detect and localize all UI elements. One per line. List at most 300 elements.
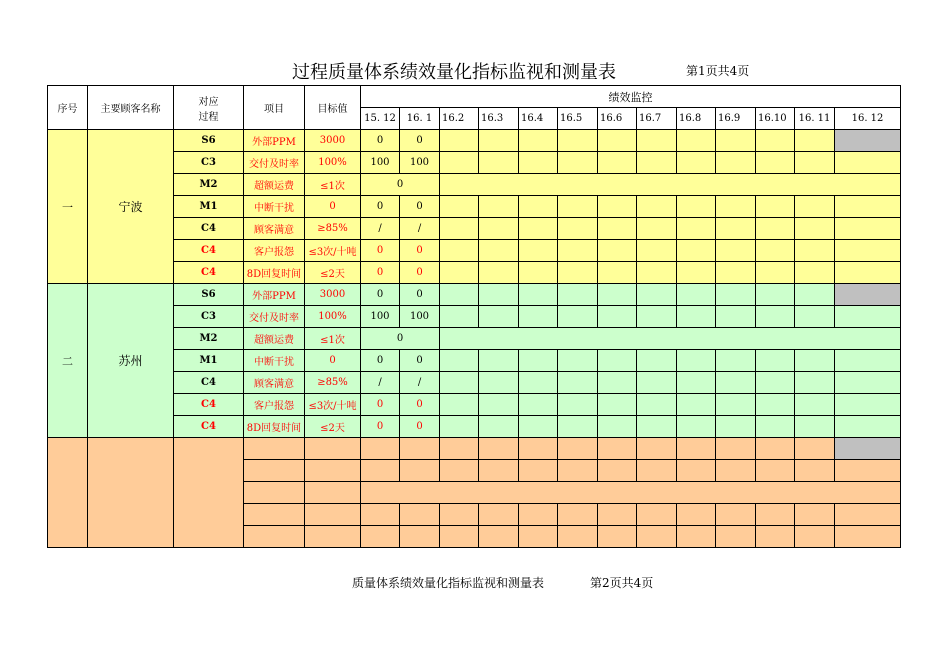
footer-page: 第2页共4页 bbox=[590, 576, 654, 590]
month-value bbox=[795, 130, 835, 152]
process-code: S6 bbox=[174, 130, 244, 152]
month-value bbox=[756, 218, 795, 240]
month-value bbox=[756, 262, 795, 284]
month-value bbox=[637, 218, 677, 240]
empty-cell bbox=[440, 526, 479, 548]
month-value bbox=[795, 416, 835, 438]
month-value bbox=[795, 218, 835, 240]
month-value bbox=[756, 306, 795, 328]
target-value: ≤2天 bbox=[305, 416, 361, 438]
month-value bbox=[479, 284, 519, 306]
month-value bbox=[835, 284, 901, 306]
header-monitor: 绩效监控 bbox=[361, 86, 901, 108]
empty-cell bbox=[795, 504, 835, 526]
month-value bbox=[637, 350, 677, 372]
month-value bbox=[558, 372, 598, 394]
month-value bbox=[637, 240, 677, 262]
month-value: 0 bbox=[361, 284, 400, 306]
month-value: 0 bbox=[400, 130, 440, 152]
month-value bbox=[598, 196, 637, 218]
empty-cell bbox=[558, 460, 598, 482]
month-value: / bbox=[361, 218, 400, 240]
header-process-line1: 对应 bbox=[198, 96, 219, 108]
month-value bbox=[440, 328, 901, 350]
target-value: ≤3次/十吨 bbox=[305, 394, 361, 416]
target-value: 0 bbox=[305, 196, 361, 218]
target-value: 100% bbox=[305, 306, 361, 328]
month-header: 16.8 bbox=[677, 108, 716, 130]
month-value bbox=[637, 284, 677, 306]
month-value bbox=[558, 262, 598, 284]
month-value: 0 bbox=[361, 262, 400, 284]
month-value: 0 bbox=[361, 394, 400, 416]
month-value bbox=[598, 130, 637, 152]
empty-cell bbox=[305, 460, 361, 482]
table-row bbox=[48, 394, 901, 416]
empty-cell bbox=[795, 438, 835, 460]
empty-cell bbox=[305, 526, 361, 548]
month-value bbox=[716, 152, 756, 174]
empty-cell bbox=[598, 526, 637, 548]
month-value bbox=[835, 416, 901, 438]
month-value: / bbox=[400, 218, 440, 240]
target-value: ≥85% bbox=[305, 218, 361, 240]
month-header: 16. 1 bbox=[400, 108, 440, 130]
month-value bbox=[756, 284, 795, 306]
empty-cell bbox=[305, 504, 361, 526]
process-code: C4 bbox=[174, 394, 244, 416]
month-value bbox=[677, 218, 716, 240]
month-value bbox=[835, 372, 901, 394]
month-value: 0 bbox=[400, 284, 440, 306]
empty-cell bbox=[756, 504, 795, 526]
item-name: 外部PPM bbox=[244, 284, 305, 306]
empty-cell bbox=[244, 482, 305, 504]
item-name: 交付及时率 bbox=[244, 306, 305, 328]
empty-cell bbox=[244, 504, 305, 526]
month-header: 16.7 bbox=[637, 108, 677, 130]
empty-cell bbox=[598, 460, 637, 482]
month-value bbox=[558, 284, 598, 306]
group-seq: 二 bbox=[48, 284, 88, 438]
empty-cell bbox=[479, 438, 519, 460]
empty-cell bbox=[598, 504, 637, 526]
month-value bbox=[716, 240, 756, 262]
month-value: 0 bbox=[361, 416, 400, 438]
month-value bbox=[519, 152, 558, 174]
month-header: 16.9 bbox=[716, 108, 756, 130]
month-value bbox=[756, 130, 795, 152]
month-value: 100 bbox=[400, 306, 440, 328]
month-header: 16.3 bbox=[479, 108, 519, 130]
month-value bbox=[558, 306, 598, 328]
month-value bbox=[795, 262, 835, 284]
month-value bbox=[716, 218, 756, 240]
month-value bbox=[677, 416, 716, 438]
month-value bbox=[440, 284, 479, 306]
month-value bbox=[440, 196, 479, 218]
empty-cell bbox=[479, 526, 519, 548]
table-row bbox=[48, 152, 901, 174]
empty-cell bbox=[519, 526, 558, 548]
table-row bbox=[48, 284, 901, 306]
empty-cell bbox=[440, 438, 479, 460]
month-value bbox=[677, 306, 716, 328]
month-value bbox=[835, 196, 901, 218]
item-name: 超额运费 bbox=[244, 174, 305, 196]
empty-cell bbox=[244, 438, 305, 460]
target-value: 3000 bbox=[305, 130, 361, 152]
month-value bbox=[716, 284, 756, 306]
empty-cell bbox=[400, 438, 440, 460]
item-name: 8D回复时间 bbox=[244, 262, 305, 284]
month-value bbox=[519, 416, 558, 438]
header-process bbox=[174, 86, 244, 130]
process-code: M2 bbox=[174, 174, 244, 196]
empty-cell bbox=[244, 526, 305, 548]
empty-cell bbox=[716, 504, 756, 526]
month-value: 0 bbox=[361, 196, 400, 218]
month-value bbox=[677, 262, 716, 284]
empty-cell bbox=[637, 504, 677, 526]
month-value bbox=[835, 218, 901, 240]
empty-cell bbox=[361, 526, 400, 548]
month-value: 100 bbox=[361, 306, 400, 328]
table-row bbox=[48, 240, 901, 262]
month-value bbox=[440, 240, 479, 262]
empty-cell bbox=[519, 438, 558, 460]
table-row bbox=[48, 328, 901, 350]
item-name: 顾客满意 bbox=[244, 218, 305, 240]
month-value bbox=[479, 218, 519, 240]
month-value bbox=[558, 130, 598, 152]
month-value bbox=[677, 240, 716, 262]
month-header: 16.2 bbox=[440, 108, 479, 130]
month-value bbox=[756, 372, 795, 394]
month-value: 0 bbox=[400, 240, 440, 262]
empty-cell bbox=[716, 438, 756, 460]
month-value bbox=[835, 306, 901, 328]
empty-cell bbox=[558, 438, 598, 460]
header-seq: 序号 bbox=[48, 86, 88, 130]
header-customer: 主要顾客名称 bbox=[88, 86, 174, 130]
month-value bbox=[716, 130, 756, 152]
month-value: 0 bbox=[361, 350, 400, 372]
item-name: 外部PPM bbox=[244, 130, 305, 152]
empty-cell bbox=[244, 460, 305, 482]
process-code: C3 bbox=[174, 306, 244, 328]
item-name: 交付及时率 bbox=[244, 152, 305, 174]
month-value bbox=[479, 394, 519, 416]
empty-cell bbox=[835, 438, 901, 460]
empty-cell bbox=[305, 438, 361, 460]
month-value bbox=[716, 196, 756, 218]
empty-cell bbox=[479, 504, 519, 526]
month-value bbox=[558, 218, 598, 240]
month-value bbox=[440, 372, 479, 394]
month-value bbox=[479, 416, 519, 438]
month-value: 0 bbox=[361, 130, 400, 152]
empty-cell bbox=[400, 504, 440, 526]
month-value bbox=[795, 152, 835, 174]
month-value bbox=[598, 284, 637, 306]
month-value bbox=[558, 394, 598, 416]
month-value bbox=[795, 306, 835, 328]
empty-cell bbox=[677, 504, 716, 526]
month-header: 16.6 bbox=[598, 108, 637, 130]
empty-cell bbox=[440, 460, 479, 482]
month-header: 15. 12 bbox=[361, 108, 400, 130]
empty-cell bbox=[174, 438, 244, 548]
month-header: 16.10 bbox=[756, 108, 795, 130]
month-value bbox=[756, 394, 795, 416]
table-row bbox=[48, 306, 901, 328]
month-value: 0 bbox=[361, 240, 400, 262]
target-value: ≤3次/十吨 bbox=[305, 240, 361, 262]
item-name: 顾客满意 bbox=[244, 372, 305, 394]
month-value bbox=[479, 306, 519, 328]
month-value bbox=[677, 130, 716, 152]
merged-value: 0 bbox=[361, 328, 440, 350]
month-value bbox=[756, 152, 795, 174]
month-value bbox=[835, 130, 901, 152]
month-value bbox=[440, 130, 479, 152]
item-name: 超额运费 bbox=[244, 328, 305, 350]
month-value bbox=[519, 394, 558, 416]
header-item: 项目 bbox=[244, 86, 305, 130]
month-value bbox=[835, 240, 901, 262]
month-value bbox=[637, 152, 677, 174]
month-value bbox=[598, 152, 637, 174]
month-value bbox=[558, 152, 598, 174]
target-value: ≥85% bbox=[305, 372, 361, 394]
target-value: ≤1次 bbox=[305, 174, 361, 196]
month-value bbox=[440, 262, 479, 284]
month-value bbox=[677, 394, 716, 416]
table-row bbox=[48, 196, 901, 218]
month-value bbox=[716, 262, 756, 284]
month-header: 16.5 bbox=[558, 108, 598, 130]
month-value bbox=[677, 152, 716, 174]
month-value: 0 bbox=[400, 196, 440, 218]
empty-cell bbox=[835, 504, 901, 526]
month-value bbox=[598, 240, 637, 262]
empty-cell bbox=[305, 482, 361, 504]
header-target: 目标值 bbox=[305, 86, 361, 130]
empty-cell bbox=[677, 438, 716, 460]
table-row bbox=[48, 130, 901, 152]
month-value bbox=[519, 372, 558, 394]
month-value bbox=[440, 152, 479, 174]
month-value bbox=[637, 394, 677, 416]
table-row bbox=[48, 262, 901, 284]
month-value bbox=[637, 196, 677, 218]
month-value bbox=[519, 196, 558, 218]
month-value bbox=[835, 394, 901, 416]
month-value bbox=[677, 350, 716, 372]
month-value bbox=[558, 240, 598, 262]
month-value bbox=[598, 262, 637, 284]
empty-cell bbox=[677, 526, 716, 548]
target-value: 3000 bbox=[305, 284, 361, 306]
item-name: 中断干扰 bbox=[244, 350, 305, 372]
month-header: 16. 11 bbox=[795, 108, 835, 130]
empty-cell bbox=[558, 504, 598, 526]
target-value: ≤2天 bbox=[305, 262, 361, 284]
empty-cell bbox=[400, 526, 440, 548]
month-value bbox=[677, 284, 716, 306]
month-value bbox=[598, 394, 637, 416]
empty-cell bbox=[835, 526, 901, 548]
month-value bbox=[716, 350, 756, 372]
month-value bbox=[716, 394, 756, 416]
empty-cell bbox=[756, 526, 795, 548]
month-value bbox=[795, 196, 835, 218]
month-value bbox=[558, 196, 598, 218]
month-value bbox=[835, 350, 901, 372]
month-value bbox=[756, 196, 795, 218]
table-row bbox=[48, 174, 901, 196]
process-code: C4 bbox=[174, 240, 244, 262]
month-value bbox=[479, 350, 519, 372]
month-value bbox=[558, 350, 598, 372]
empty-cell bbox=[598, 438, 637, 460]
month-value bbox=[795, 350, 835, 372]
empty-cell bbox=[637, 526, 677, 548]
month-value bbox=[519, 306, 558, 328]
process-code: M2 bbox=[174, 328, 244, 350]
empty-cell bbox=[361, 438, 400, 460]
month-value: 0 bbox=[400, 262, 440, 284]
month-value bbox=[479, 152, 519, 174]
empty-cell bbox=[519, 460, 558, 482]
month-value bbox=[637, 306, 677, 328]
month-value bbox=[598, 306, 637, 328]
empty-cell bbox=[637, 438, 677, 460]
month-value bbox=[519, 240, 558, 262]
month-value bbox=[519, 218, 558, 240]
month-value bbox=[795, 284, 835, 306]
process-code: C4 bbox=[174, 262, 244, 284]
item-name: 8D回复时间 bbox=[244, 416, 305, 438]
process-code: M1 bbox=[174, 196, 244, 218]
month-value: / bbox=[400, 372, 440, 394]
empty-cell bbox=[637, 460, 677, 482]
process-code: S6 bbox=[174, 284, 244, 306]
month-value bbox=[637, 262, 677, 284]
group-seq: 一 bbox=[48, 130, 88, 284]
month-value bbox=[598, 218, 637, 240]
empty-cell bbox=[479, 460, 519, 482]
month-header: 16. 12 bbox=[835, 108, 901, 130]
footer-title: 质量体系绩效量化指标监视和测量表 bbox=[352, 576, 545, 590]
item-name: 中断干扰 bbox=[244, 196, 305, 218]
month-value bbox=[756, 350, 795, 372]
empty-cell bbox=[677, 460, 716, 482]
month-value bbox=[440, 416, 479, 438]
month-value bbox=[598, 416, 637, 438]
month-value: 0 bbox=[400, 394, 440, 416]
month-value bbox=[440, 306, 479, 328]
header-process-line2: 过程 bbox=[198, 111, 219, 123]
empty-cell bbox=[400, 460, 440, 482]
empty-cell bbox=[48, 438, 88, 548]
month-value: 0 bbox=[400, 350, 440, 372]
target-value: ≤1次 bbox=[305, 328, 361, 350]
process-code: C4 bbox=[174, 218, 244, 240]
process-code: C4 bbox=[174, 372, 244, 394]
table-row bbox=[48, 372, 901, 394]
month-value bbox=[479, 372, 519, 394]
month-value bbox=[440, 174, 901, 196]
target-value: 100% bbox=[305, 152, 361, 174]
empty-cell bbox=[795, 526, 835, 548]
month-value: 0 bbox=[400, 416, 440, 438]
empty-cell bbox=[835, 460, 901, 482]
page-title: 过程质量体系绩效量化指标监视和测量表 bbox=[292, 62, 616, 83]
month-value bbox=[479, 130, 519, 152]
month-value bbox=[756, 240, 795, 262]
empty-cell bbox=[716, 460, 756, 482]
month-value bbox=[716, 372, 756, 394]
empty-cell bbox=[440, 504, 479, 526]
month-value: 100 bbox=[400, 152, 440, 174]
process-code: C3 bbox=[174, 152, 244, 174]
empty-cell bbox=[716, 526, 756, 548]
target-value: 0 bbox=[305, 350, 361, 372]
empty-cell bbox=[756, 460, 795, 482]
month-value bbox=[519, 130, 558, 152]
month-value bbox=[440, 218, 479, 240]
month-value bbox=[637, 416, 677, 438]
empty-cell bbox=[558, 526, 598, 548]
group-customer: 苏州 bbox=[88, 284, 174, 438]
empty-cell bbox=[756, 438, 795, 460]
table-row bbox=[48, 350, 901, 372]
month-value bbox=[479, 262, 519, 284]
month-value bbox=[440, 350, 479, 372]
month-value bbox=[479, 196, 519, 218]
month-value bbox=[598, 372, 637, 394]
month-value bbox=[677, 372, 716, 394]
empty-cell bbox=[88, 438, 174, 548]
month-value bbox=[835, 152, 901, 174]
month-value bbox=[637, 130, 677, 152]
month-value bbox=[479, 240, 519, 262]
empty-cell bbox=[519, 504, 558, 526]
empty-cell bbox=[795, 460, 835, 482]
month-value bbox=[795, 394, 835, 416]
kpi-table bbox=[47, 85, 901, 548]
month-value: / bbox=[361, 372, 400, 394]
table-row bbox=[48, 438, 901, 460]
month-value bbox=[716, 306, 756, 328]
month-value bbox=[677, 196, 716, 218]
table-row bbox=[48, 218, 901, 240]
empty-cell bbox=[361, 460, 400, 482]
empty-cell bbox=[361, 504, 400, 526]
month-value bbox=[716, 416, 756, 438]
merged-value: 0 bbox=[361, 174, 440, 196]
month-value bbox=[519, 350, 558, 372]
month-value bbox=[519, 262, 558, 284]
process-code: M1 bbox=[174, 350, 244, 372]
table-row bbox=[48, 416, 901, 438]
month-header: 16.4 bbox=[519, 108, 558, 130]
month-value bbox=[637, 372, 677, 394]
month-value bbox=[598, 350, 637, 372]
empty-cell bbox=[361, 482, 901, 504]
